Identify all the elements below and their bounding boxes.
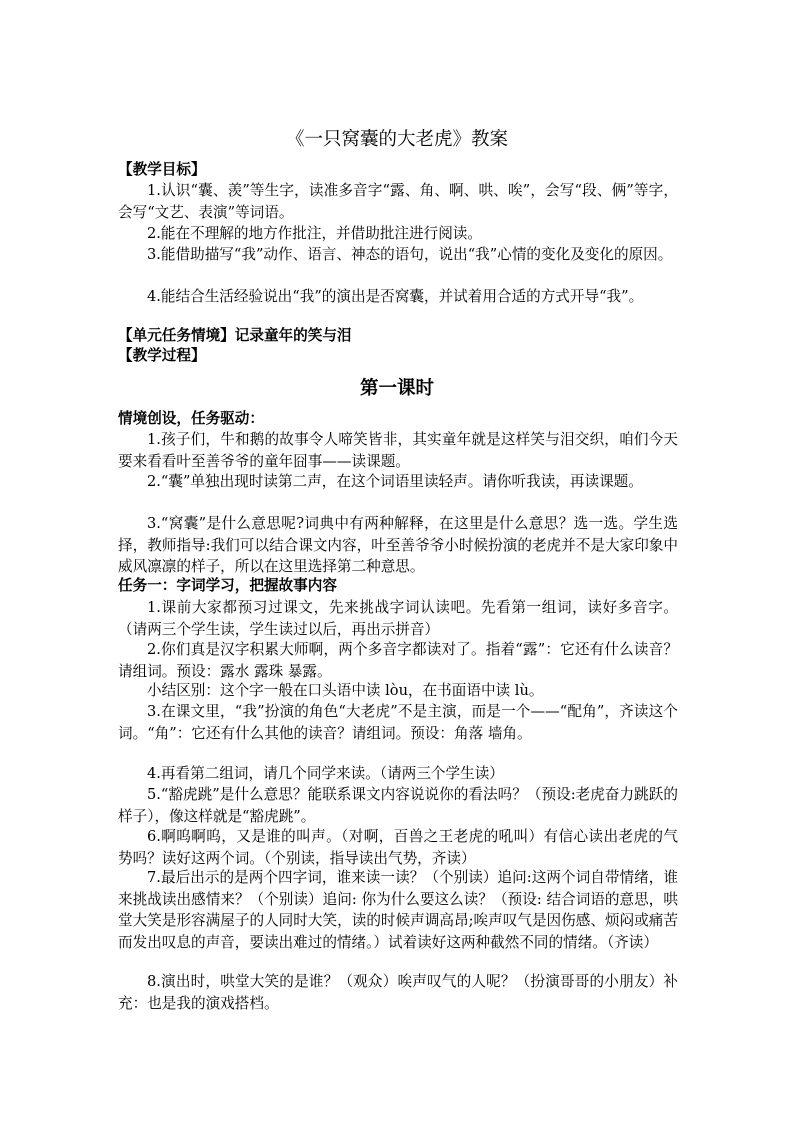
list-item: 3.“窝囊”是什么意思呢?词典中有两种解释，在这里是什么意思？选一选。学生选择，教师指导:我们可以结合课文内容，叶至善爷爷小时候扮演的老虎并不是大家印象中威风凛凛的样子，所以在这里选择第二种意思。: [118, 515, 678, 575]
list-item: 5.“豁虎跳”是什么意思？能联系课文内容说说你的看法吗？（预设:老虎奋力跳跃的样子），像这样就是“豁虎跳”。: [118, 786, 678, 825]
list-item: 1.孩子们，牛和鹅的故事令人啼笑皆非，其实童年就是这样笑与泪交织，咱们今天要来看看叶至善爷爷的童年囧事——读课题。: [118, 431, 678, 470]
list-item: 1.课前大家都预习过课文，先来挑战字词认读吧。先看第一组词，读好多音字。（请两三个学生读，学生读过以后，再出示拼音）: [118, 599, 678, 638]
unit-task-heading: 【单元任务情境】记录童年的笑与泪: [118, 327, 352, 344]
section-heading-task-one: 任务一：字词学习，把握故事内容: [118, 577, 337, 594]
section-heading-scenario: 情境创设，任务驱动：: [118, 410, 264, 427]
goal-item-1: 1.认识“囊、羡”等生字，读准多音字“露、角、啊、哄、唉”，会写“段、俩”等字，会写“文艺、表演”等词语。: [118, 182, 678, 221]
teaching-goals-heading: 【教学目标】: [118, 161, 206, 178]
document-title: 《一只窝囊的大老虎》教案: [285, 129, 508, 150]
goal-item-4: 4.能结合生活经验说出“我”的演出是否窝囊，并试着用合适的方式开导“我”。: [147, 288, 644, 305]
list-item: 2.你们真是汉字积累大师啊，两个多音字都读对了。指着“露”：它还有什么读音？请组词。预设：露水 露珠 暴露。: [118, 641, 678, 680]
list-item: 6.啊呜啊呜，又是谁的叫声。（对啊，百兽之王老虎的吼叫）有信心读出老虎的气势吗？读好这两个词。（个别读，指导读出气势，齐读）: [118, 828, 678, 867]
list-item: 2.“囊”单独出现时读第二声，在这个词语里读轻声。请你听我读，再读课题。: [147, 473, 643, 490]
list-item: 小结区别：这个字一般在口头语中读 lòu，在书面语中读 lù。: [147, 682, 544, 699]
goal-item-3: 3.能借助描写“我”动作、语言、神态的语句，说出“我”心情的变化及变化的原因。: [147, 246, 673, 263]
goal-item-2: 2.能在不理解的地方作批注，并借助批注进行阅读。: [147, 225, 482, 242]
list-item: 7.最后出示的是两个四字词，谁来读一读？（个别读）追问:这两个词自带情绪，谁来挑战读出感情来？（个别读）追问: 你为什么要这么读？（预设: 结合词语的意思，哄堂大笑是形容满屋子的人同时大笑，读的时候声调高昂;唉声叹气是因伤感、烦闷或痛苦而发出叹息的声音，要读出难过的情绪。）试着读好这两种截然不同的情绪。（齐读）: [118, 869, 678, 951]
teaching-process-heading: 【教学过程】: [118, 347, 206, 364]
list-item: 3.在课文里，“我”扮演的角色“大老虎”不是主演，而是一个——“配角”，齐读这个词。“角”：它还有什么其他的读音？请组词。预设：角落 墙角。: [118, 703, 678, 742]
list-item: 8.演出时，哄堂大笑的是谁？（观众）唉声叹气的人呢？（扮演哥哥的小朋友）补充：也是我的演戏搭档。: [118, 973, 678, 1012]
list-item: 4.再看第二组词，请几个同学来读。（请两三个学生读）: [147, 765, 504, 782]
lesson-title: 第一课时: [359, 378, 434, 399]
